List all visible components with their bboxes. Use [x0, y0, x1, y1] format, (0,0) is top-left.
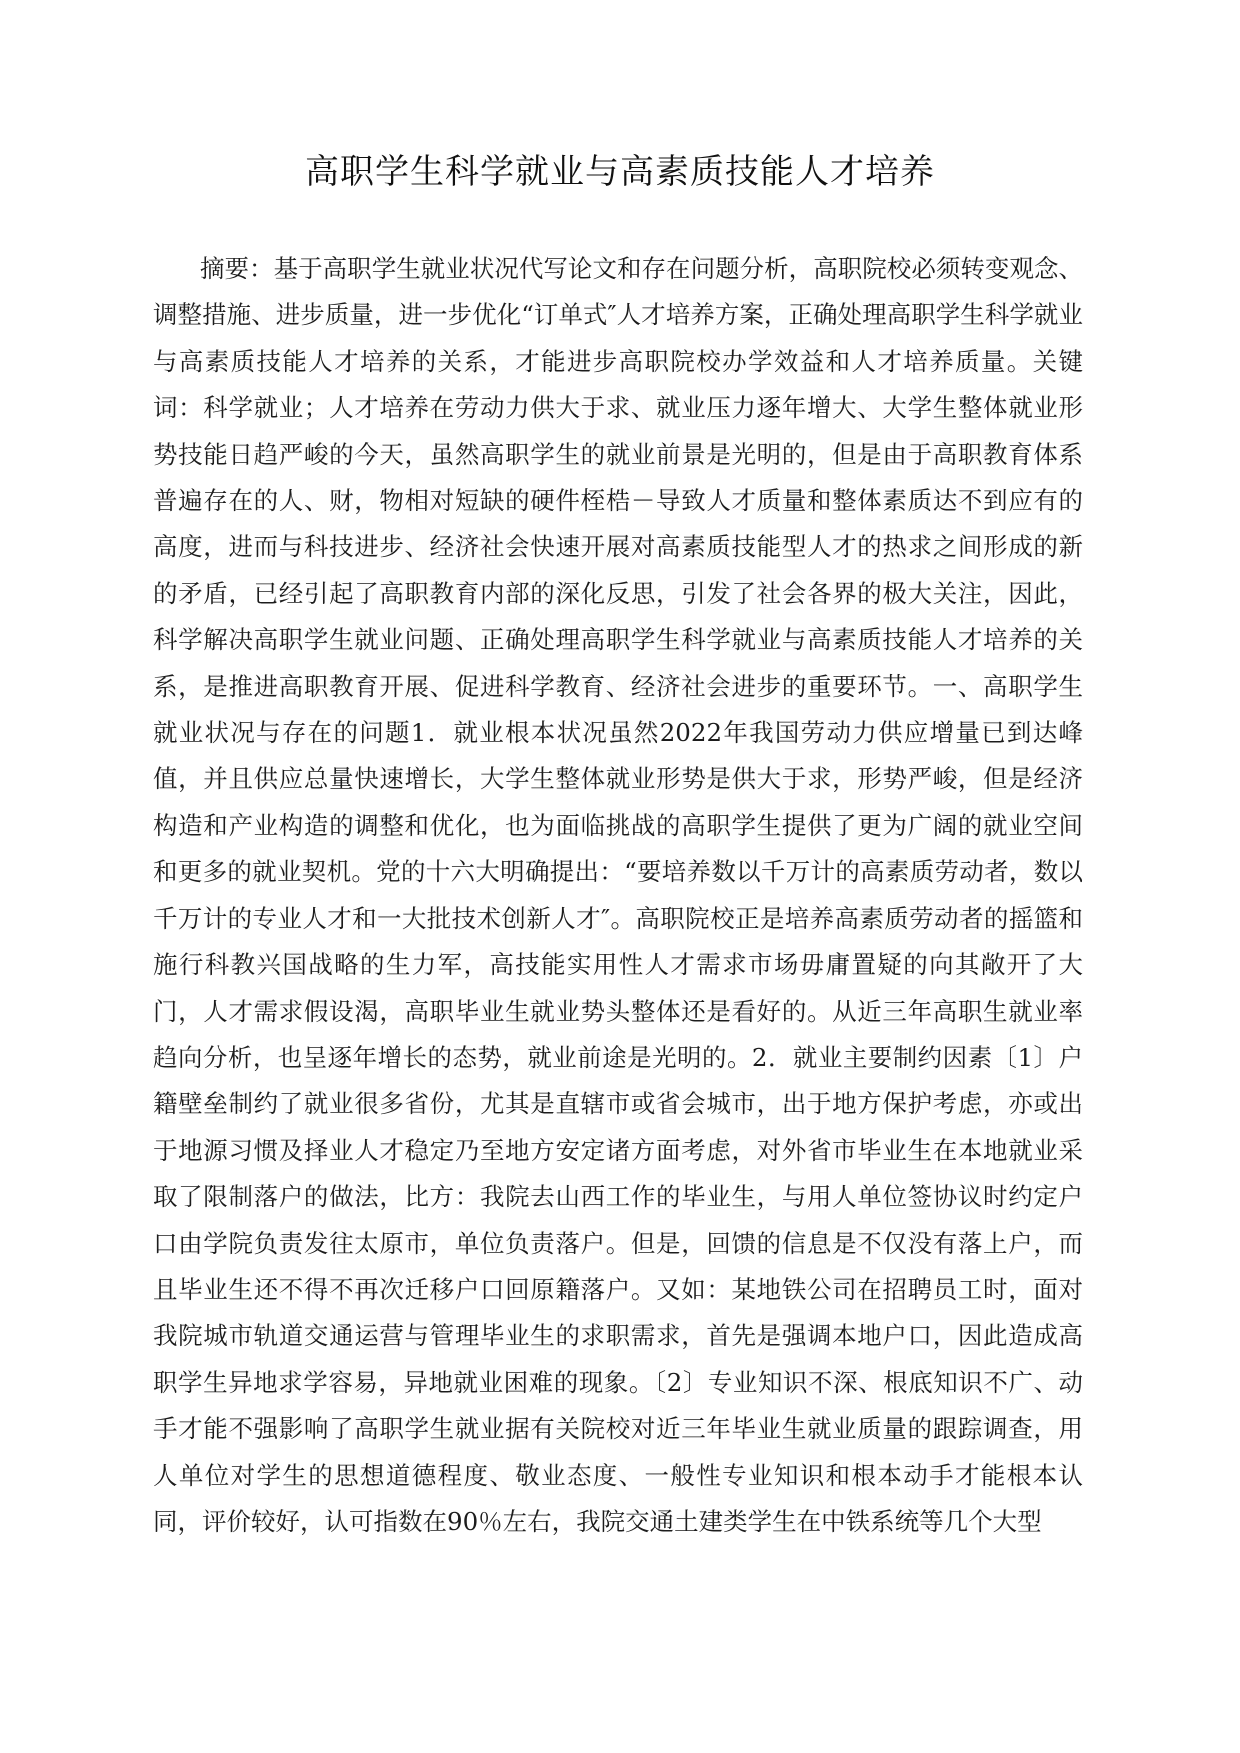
- document-body-paragraph: 摘要：基于高职学生就业状况代写论文和存在问题分析，高职院校必须转变观念、调整措施、进步质量，进一步优化“订单式″人才培养方案，正确处理高职学生科学就业与高素质技能人才培养的关系，才能进步高职院校办学效益和人才培养质量。关键词：科学就业；人才培养在劳动力供大于求、就业压力逐年增大、大学生整体就业形势技能日趋严峻的今天，虽然高职学生的就业前景是光明的，但是由于高职教育体系普遍存在的人、财，物相对短缺的硬件桎梏－导致人才质量和整体素质达不到应有的高度，进而与科技进步、经济社会快速开展对高素质技能型人才的热求之间形成的新的矛盾，已经引起了高职教育内部的深化反思，引发了社会各界的极大关注，因此，科学解决高职学生就业问题、正确处理高职学生科学就业与高素质技能人才培养的关系，是推进高职教育开展、促进科学教育、经济社会进步的重要环节。一、高职学生就业状况与存在的问题1．就业根本状况虽然2022年我国劳动力供应增量已到达峰值，并且供应总量快速增长，大学生整体就业形势是供大于求，形势严峻，但是经济构造和产业构造的调整和优化，也为面临挑战的高职学生提供了更为广阔的就业空间和更多的就业契机。党的十六大明确提出：“要培养数以千万计的高素质劳动者，数以千万计的专业人才和一大批技术创新人才″。高职院校正是培养高素质劳动者的摇篮和施行科教兴国战略的生力军，高技能实用性人才需求市场毋庸置疑的向其敞开了大门，人才需求假设渴，高职毕业生就业势头整体还是看好的。从近三年高职生就业率趋向分析，也呈逐年增长的态势，就业前途是光明的。2．就业主要制约因素〔1〕户籍壁垒制约了就业很多省份，尤其是直辖市或省会城市，出于地方保护考虑，亦或出于地源习惯及择业人才稳定乃至地方安定诸方面考虑，对外省市毕业生在本地就业采取了限制落户的做法，比方：我院去山西工作的毕业生，与用人单位签协议时约定户口由学院负责发往太原市，单位负责落户。但是，回馈的信息是不仅没有落上户，而且毕业生还不得不再次迁移户口回原籍落户。又如：某地铁公司在招聘员工时，面对我院城市轨道交通运营与管理毕业生的求职需求，首先是强调本地户口，因此造成高职学生异地求学容易，异地就业困难的现象。〔2〕专业知识不深、根底知识不广、动手才能不强影响了高职学生就业据有关院校对近三年毕业生就业质量的跟踪调查，用人单位对学生的思想道德程度、敬业态度、一般性专业知识和根本动手才能根本认同，评价较好，认可指数在90％左右，我院交通土建类学生在中铁系统等几个大型: [153, 254, 1083, 1536]
- document-title: 高职学生科学就业与高素质技能人才培养: [305, 152, 935, 192]
